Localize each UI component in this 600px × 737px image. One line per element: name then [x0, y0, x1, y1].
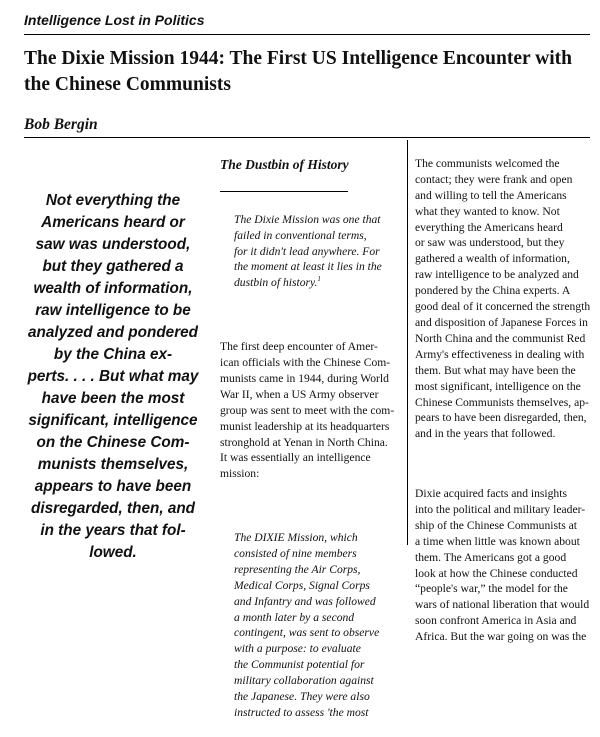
pull-quote: Not everything the Americans heard or saw was understood, but they gathered a wealth of information, raw intelligence to be analyzed and pondered by the China ex- perts. . . . But what may have been the most significant, intelligence on the Chinese Com- munists themselves, appears to have been disregarded, then, and in the years that fol- lowed. — [27, 192, 199, 561]
spacer — [220, 307, 400, 323]
epigraph — [220, 212, 400, 292]
subhead: The Dustbin of History — [220, 156, 349, 172]
body-paragraph: The communists welcomed the contact; they were frank and open and willing to tell the Americans what they wanted to know. Not everything the Americans heard or saw was understood, but they gathered a wealth of information, raw intelligence to be analyzed and pondered by the China experts. A good deal of it concerned the strength and disposition of Japanese Forces in North China and the communist Red Army's effectiveness in dealing with them. But what may have been the most significant, intelligence on the Chinese Communists themselves, ap- pears to have been disregarded, then, and in the years that followed. — [415, 156, 591, 441]
header-rule — [24, 34, 590, 35]
footnote-marker: 1 — [317, 275, 321, 284]
body-paragraph: The first deep encounter of Amer- ican officials with the Chinese Com- munists came in 1944, during World War II, when a US Army observer group was sent to meet with the com- munist leadership at its headquarters stronghold at Yenan in North China. It was essentially an intelligence mission: — [220, 340, 395, 481]
spacer — [220, 498, 400, 514]
middle-column — [220, 140, 400, 719]
byline-rule — [24, 137, 590, 138]
column-divider — [407, 140, 408, 545]
author-byline: Bob Bergin — [24, 116, 98, 133]
section-label: Intelligence Lost in Politics — [24, 12, 205, 28]
block-quote: The DIXIE Mission, which consisted of nine members representing the Air Corps, Medical Corps, Signal Corps and Infantry and was followed a month later by a second contingent, was sent to observe with a purpose: to evaluate the Communist potential for military collaboration against the Japanese. They were also instructed to assess 'the most — [234, 531, 380, 719]
article-title: The Dixie Mission 1944: The First US Intelligence Encounter with the Chinese Communists — [24, 48, 572, 95]
body-paragraph: Dixie acquired facts and insights into the political and military leader- ship of the Chinese Communists at a time when little was known about them. The Americans got a good look at how the Chinese conducted “people's war,” the model for the wars of national liberation that would soon confront America in Asia and Africa. But the war going on was the — [415, 487, 590, 644]
epigraph-text: The Dixie Mission was one that failed in conventional terms, for it didn't lead anywhere. For the moment at least it lies in the dustbin of history. — [234, 212, 382, 290]
spacer — [415, 458, 593, 470]
subhead-rule — [220, 191, 348, 192]
right-column — [415, 140, 593, 644]
